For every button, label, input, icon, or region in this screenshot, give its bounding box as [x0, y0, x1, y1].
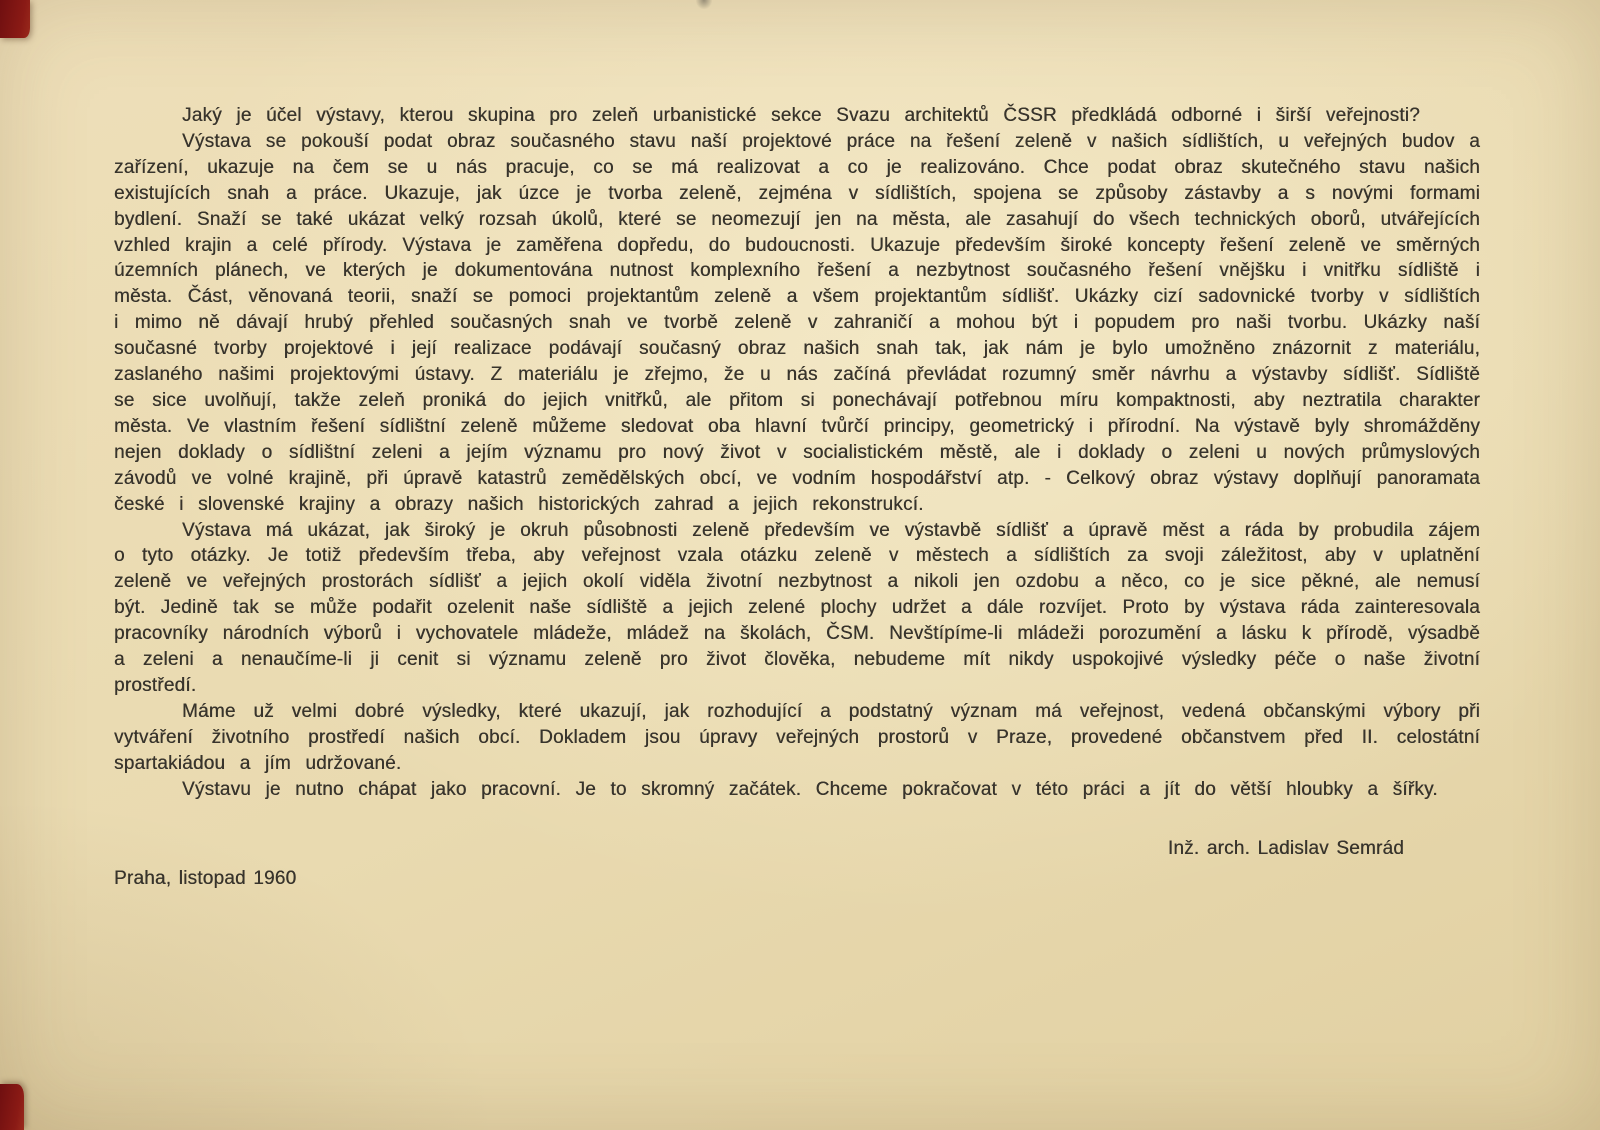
paragraph-public-interest: Výstava má ukázat, jak široký je okruh působnosti zeleně především ve výstavbě sídlišť a úpravě měst a ráda by probudila zájem o tyto otázky. Je totiž především třeba, aby veřejnost vzala otázku zeleně v městech a sídlištích za svoji záležitost, aby v uplatnění zeleně ve veřejných prostorách sídlišť a jejich okolí viděla životní nezbytnost a nikoli jen ozdobu a něco, co je sice pěkné, ale nemusí být. Jedině tak se může podařit ozelenit naše sídliště a jejich zelené plochy udržet a dále rozvíjet. Proto by výstava ráda zainteresovala pracovníky národních výborů i vychovatele mládeže, mládež na školách, ČSM. Nevštípíme-li mládeži porozumění a lásku k přírodě, výsadbě a zeleni a nenaučíme-li ji cenit si významu zeleně pro život člověka, nebudeme mít nikdy uspokojivé výsledky péče o naše životní prostředí. — [114, 519, 1480, 696]
paragraph-public-results: Máme už velmi dobré výsledky, které ukazují, jak rozhodující a podstatný význam má veřejnost, vedená občanskými výbory při vytváření životního prostředí našich obcí. Dokladem jsou úpravy veřejných prostorů v Praze, provedené občanstvem před II. celostátní spartakiádou a jím udržované. — [114, 700, 1480, 774]
scan-smudge — [696, 0, 712, 9]
paragraph-closing: Výstavu je nutno chápat jako pracovní. Je to skromný začátek. Chceme pokračovat v této práci a jít do větší hloubky a šířky. — [182, 778, 1438, 800]
paragraph-exhibition-overview: Výstava se pokouší podat obraz současného stavu naší projektové práce na řešení zeleně v našich sídlištích, u veřejných budov a zařízení, ukazuje na čem se u nás pracuje, co se má realizovat a co je realizováno. Chce podat obraz skutečného stavu našich existujících snah a práce. Ukazuje, jak úzce je tvorba zeleně, zejména v sídlištích, spojena se způsoby zástavby a s novými formami bydlení. Snaží se také ukázat velký rozsah úkolů, které se neomezují jen na města, ale zasahují do všech technických oborů, utvářejících vzhled krajin a celé přírody. Výstava je zaměřena dopředu, do budoucnosti. Ukazuje především široké koncepty řešení zeleně ve směrných územních plánech, ve kterých je dokumentována nutnost komplexního řešení a nezbytnost současného řešení vnějšku i vnitřku sídliště i města. Část, věnovaná teorii, snaží se pomoci projektantům zeleně a všem projektantům sídlišť. Ukázky cizí sadovnické tvorby v sídlištích i mimo ně dávají hrubý přehled současných snah ve tvorbě zeleně v zahraničí a mohou být i popudem pro naši tvorbu. Ukázky naší současné tvorby projektové i její realizace podávají současný obraz našich snah tak, jak nám je bylo umožněno znázornit z materiálu, zaslaného našimi projektovými ústavy. Z materiálu je zřejmo, že u nás začíná převládat rozumný směr návrhu a výstavby sídlišť. Sídliště se sice uvolňují, takže zeleň proniká do jejich vnitřků, ale přitom si ponechávají potřebnou míru kompaktnosti, aby neztratila charakter města. Ve vlastním řešení sídlištní zeleně můžeme sledovat oba hlavní tvůrčí principy, geometrický i přírodní. Na výstavě byly shromážděny nejen doklady o sídlištní zeleni a jejím významu pro nový život v socialistickém městě, ale i doklady o zeleni u nových průmyslových závodů ve volné krajině, při úpravě katastrů zemědělských obcí, ve vodním hospodářství atp. - Celkový obraz výstavy doplňují panoramata české i slovenské krajiny a obrazy našich historických zahrad a jejich rekonstrukcí. — [114, 130, 1480, 515]
paragraph-question: Jaký je účel výstavy, kterou skupina pro zeleň urbanistické sekce Svazu architektů ČSSR předkládá odborné i širší veřejnosti? — [182, 105, 1420, 126]
red-binding-mark-top-left — [0, 0, 30, 38]
red-binding-mark-bottom-left — [0, 1084, 24, 1130]
place-date-line: Praha, listopad 1960 — [114, 868, 297, 890]
author-signature: Inž. arch. Ladislav Semrád — [1167, 838, 1404, 860]
document-body — [114, 103, 1480, 892]
